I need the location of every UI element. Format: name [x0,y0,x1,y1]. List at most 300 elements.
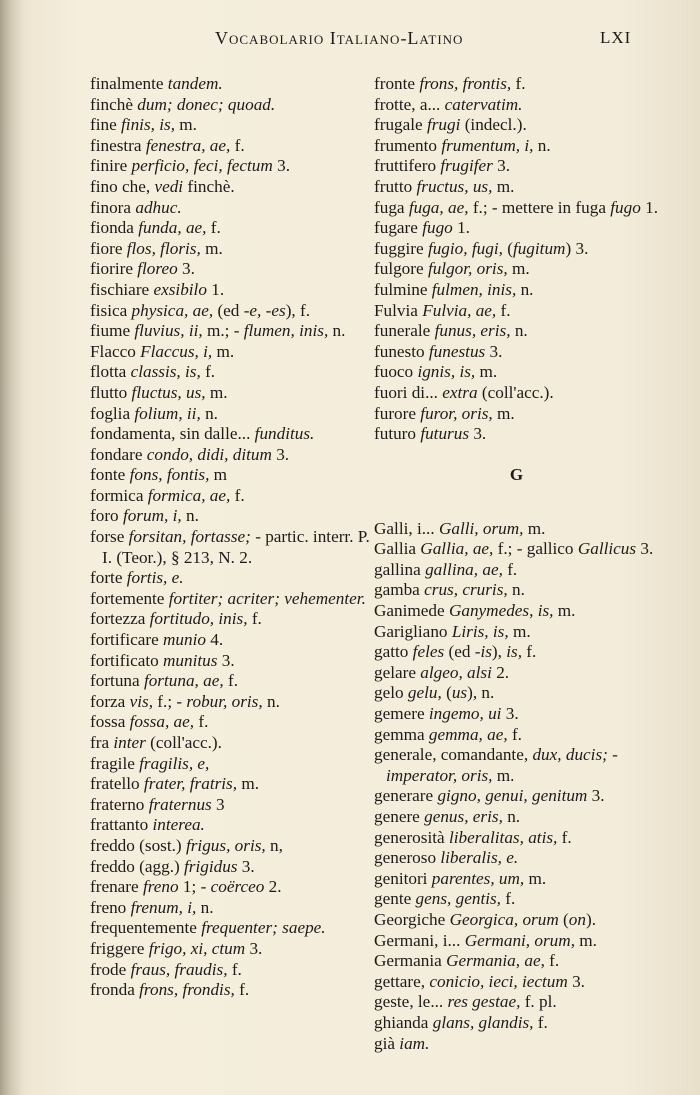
latin-term: interea. [152,815,205,835]
dictionary-entry [374,745,659,786]
dictionary-entry [90,836,374,857]
dictionary-entry [90,918,374,939]
dictionary-entry [374,177,659,198]
latin-term: fluctus, us, [131,382,206,402]
dictionary-entry [90,239,374,260]
entry-text: fondare [90,444,147,464]
latin-term: fuga, ae, [408,197,469,217]
dictionary-entry [90,857,374,878]
entry-text: f. [511,74,526,93]
dictionary-entry [374,828,659,849]
entry-text: f.; - mettere in fuga [468,197,611,217]
latin-term: fenestra, ae, [145,135,231,155]
latin-term: frumentum, i, [441,135,534,155]
dictionary-entry [90,815,374,836]
entry-text: gemere [374,704,429,724]
entry-text: fuoco [374,362,418,382]
entry-text: fossa [90,712,130,732]
latin-term: frons, frondis, [139,980,235,1000]
latin-term: on [568,909,586,929]
entry-text: (indecl.). [460,115,527,135]
entry-text: f. [522,642,537,662]
entry-text: 2. [491,662,510,682]
dictionary-entry [374,519,659,540]
entry-text: m. [492,765,515,785]
entry-text: f. [507,724,522,744]
latin-term: Flaccus, i, [140,341,213,361]
entry-text: 3. [587,786,605,806]
dictionary-entry [90,980,374,1001]
entry-text: n. [502,807,521,826]
entry-text: fulgore [374,259,428,279]
entry-text: 3. [217,650,235,670]
latin-term: finis, is, [121,115,175,135]
dictionary-entry [374,301,659,322]
dictionary-entry [374,972,659,993]
latin-term: forsitan, fortasse; [128,527,251,547]
dictionary-entry [90,754,374,775]
latin-term: classis, is, [130,362,201,382]
entry-text: fra [90,733,114,752]
latin-term: fugo [422,218,453,238]
dictionary-entry [374,95,659,116]
latin-term: robur, oris, [186,691,263,711]
dictionary-entry [374,642,659,663]
latin-term: Gallia, ae, [420,539,494,559]
entry-text: fortificare [90,630,163,650]
entry-text: forza [90,691,130,711]
entry-text: - partic. interr. P. I. (Teor.), § 213, N. 2. [102,527,370,567]
entry-text: genere [374,807,425,826]
latin-term: Gallicus [577,539,637,559]
entry-text: ), n. [467,683,495,703]
entry-text: f. [230,135,245,155]
book-spine-shadow [0,0,22,1095]
latin-term: fulmen, inis, [431,279,517,299]
entry-text: f. [206,218,221,238]
dictionary-entry [90,301,374,322]
entry-text: Gallia [374,539,421,559]
entry-text: gallina [374,559,426,579]
dictionary-entry [374,342,659,363]
latin-term: fortuna, ae, [143,671,224,691]
latin-term: Fulvia, ae, [422,300,497,320]
entry-text: ( [502,238,513,258]
entry-text: m. [523,518,546,538]
dictionary-entry [90,609,374,630]
entry-text: freno [90,897,131,917]
latin-term: vedi [154,176,184,196]
entry-text: fonte [90,465,130,485]
entry-text: frutto [374,176,417,196]
entry-text: m. [553,601,576,621]
latin-term: Galli, orum, [438,518,524,538]
entry-text: freddo (agg.) [90,856,185,876]
entry-text: gemma [374,724,429,744]
entry-text: m. [524,868,547,888]
dictionary-entry [374,560,659,581]
entry-text: fulmine [374,279,432,299]
latin-term: funda, ae, [138,218,207,238]
entry-text: finchè [90,94,138,114]
entry-text: m. [175,115,197,135]
entry-text: n. [510,321,528,341]
entry-text: 3. [271,444,290,464]
latin-term: condo, didi, ditum [146,444,272,464]
section-letter-heading: G [509,464,524,484]
latin-term: conicio, ieci, iectum [429,971,568,991]
right-column [374,74,659,1054]
entry-text: m [209,465,228,485]
latin-term: fraus, fraudis, [130,959,228,979]
dictionary-entry [374,115,659,136]
dictionary-entry [90,115,374,136]
entry-text: 3. [469,424,487,444]
entry-text: Flacco [90,341,141,361]
entry-text: f. [496,300,511,320]
latin-term: catervatim. [444,94,523,114]
latin-term: fructus, us, [416,176,493,196]
latin-term: tandem. [167,74,223,93]
entry-text: 3. [272,156,290,176]
entry-text: fraterno [90,794,149,814]
running-title: Vocabolario Italiano-Latino [215,28,464,48]
latin-term: frigidus [184,856,238,876]
latin-term: frons, frontis, [419,74,512,93]
latin-term: is, [506,642,522,662]
latin-term: dux, ducis; - imperator, oris, [386,745,618,785]
latin-term: munio [163,630,206,650]
dictionary-entry [374,404,659,425]
latin-term: gens, gentis, [415,889,501,909]
dictionary-entry [90,218,374,239]
entry-text: friggere [90,938,149,958]
latin-term: coërceo [210,877,265,897]
entry-text: già [374,1033,400,1053]
latin-term: res gestae, [447,992,521,1012]
latin-term: furor, oris, [420,403,493,423]
latin-term: munitus [163,650,218,670]
latin-term: fugio, fugi, [427,238,503,258]
dictionary-entry [374,889,659,910]
entry-text: gatto [374,642,413,662]
dictionary-entry [90,136,374,157]
entry-text: fuggire [374,238,428,258]
dictionary-entry [374,383,659,404]
entry-text: finchè. [183,176,235,196]
entry-text: generale, comandante, [374,745,533,765]
entry-text: flutto [90,382,132,402]
entry-text: gelo [374,683,408,703]
entry-text: fine [90,115,122,135]
entry-text: 3. [245,938,263,958]
entry-text: n, [265,835,283,855]
entry-text: 3 [211,794,225,814]
dictionary-entry [90,589,374,610]
latin-term: liberalis, e. [440,848,519,868]
entry-text: n. [200,403,218,423]
entry-text: f. [544,951,560,971]
dictionary-entry [90,568,374,589]
dictionary-entry [374,539,659,560]
entry-text: fortezza [90,609,150,629]
entry-text: 1. [640,197,659,217]
entry-text: fugare [374,218,423,238]
entry-text: 3. [237,856,255,876]
entry-text: m. [212,341,235,361]
dictionary-entry [90,898,374,919]
latin-term: frugi [426,115,461,135]
dictionary-entry [90,877,374,898]
dictionary-entry [90,960,374,981]
latin-term: gemma, ae, [428,724,508,744]
latin-term: freno [142,877,179,897]
entry-text: fiorire [90,259,138,279]
dictionary-entry [90,95,374,116]
dictionary-entry [90,198,374,219]
latin-term: iam. [399,1033,430,1053]
entry-text: fino che, [90,176,155,196]
dictionary-entry [90,527,374,568]
entry-text: Germani, i... [374,930,465,950]
dictionary-entry [90,156,374,177]
entry-text: frugale [374,115,427,135]
entry-text: 3. [501,704,519,724]
dictionary-entry [374,259,659,280]
latin-term: ingemo, ui [428,704,502,724]
dictionary-entry [374,992,659,1013]
entry-text: 3. [492,156,511,176]
entry-text: gamba [374,580,425,600]
entry-text: (ed [444,642,475,662]
dictionary-entry [90,795,374,816]
latin-term: fortis, e. [126,568,184,588]
entry-text: f.; - [153,691,187,711]
latin-term: fluvius, ii, [134,321,203,341]
dictionary-entry [374,1013,659,1034]
entry-text: n. [196,897,214,917]
right-column-entries-g [374,519,659,1054]
latin-term: -is [474,642,492,662]
dictionary-entry [374,663,659,684]
dictionary-entry [374,931,659,952]
latin-term: futurus [420,424,470,444]
latin-term: Ganymedes, is, [448,601,554,621]
entry-text: m. [507,259,530,279]
dictionary-entry [374,951,659,972]
entry-text: f. [223,671,238,691]
dictionary-entry [90,74,374,95]
entry-text: Garigliano [374,621,452,641]
entry-text: finora [90,197,136,217]
dictionary-entry [90,362,374,383]
latin-term: fragilis, e, [139,753,210,773]
entry-text: ). [585,909,596,929]
entry-text: flotta [90,362,131,382]
entry-text: generoso [374,848,441,868]
entry-text: n. [507,580,525,600]
entry-text: f. [533,1012,548,1032]
latin-term: -e, -es [243,300,286,320]
entry-text: (coll'acc.). [145,733,222,752]
latin-term: genus, eris, [424,807,503,826]
dictionary-entry [90,383,374,404]
entry-text: m. [508,621,531,641]
dictionary-entry [90,651,374,672]
dictionary-entry [374,280,659,301]
entry-text: (ed [213,300,244,320]
entry-text: m. [492,176,515,196]
latin-term: flumen, inis, [243,321,329,341]
entry-text: f. [234,980,250,1000]
latin-term: frugifer [440,156,493,176]
latin-term: floreo [137,259,178,279]
entry-text: fronda [90,980,140,1000]
entry-text: fisica [90,300,132,320]
latin-term: fugitum [512,238,566,258]
entry-text: f. [230,485,245,505]
dictionary-entry [374,362,659,383]
entry-text: 3. [177,259,195,279]
latin-term: inter [113,733,146,752]
entry-text: 4. [205,630,224,650]
entry-text: fratello [90,774,144,794]
entry-text: frenare [90,877,143,897]
latin-term: folium, ii, [134,403,201,423]
latin-term: frigus, oris, [185,835,266,855]
entry-text: gettare, [374,971,430,991]
latin-term: adhuc. [135,197,182,217]
entry-text: fuga [374,197,409,217]
latin-term: frater, fratris, [143,774,238,794]
entry-text: ) 3. [565,238,589,258]
dictionary-entry [90,177,374,198]
latin-term: gallina, ae, [425,559,503,579]
dictionary-entry [90,404,374,425]
latin-term: Germani, orum, [464,930,575,950]
dictionary-entry [90,733,374,754]
latin-term: gelu, [407,683,442,703]
latin-term: fugo [610,197,641,217]
latin-term: flos, floris, [126,238,201,258]
dictionary-entry [374,136,659,157]
latin-term: fraternus [148,794,212,814]
entry-text: geste, le... [374,992,448,1012]
entry-text: ( [558,909,569,929]
latin-term: ignis, is, [417,362,476,382]
latin-term: forum, i, [122,506,182,526]
entry-text: m. [575,930,597,950]
entry-text: n. [262,691,280,711]
entry-text: m. [237,774,260,794]
entry-text: fondamenta, sin dalle... [90,424,255,444]
latin-term: Liris, is, [451,621,509,641]
entry-text: fiore [90,238,127,258]
entry-text: f. [200,362,216,382]
dictionary-entry [374,601,659,622]
entry-text: m.; - [202,321,244,341]
entry-text: furore [374,403,421,423]
entry-text: m. [205,382,228,402]
entry-text: fortemente [90,588,169,608]
entry-text: generare [374,786,438,806]
dictionary-entry [90,321,374,342]
latin-term: crus, cruris, [424,580,508,600]
entry-text: f. [247,609,262,629]
entry-text: finalmente [90,74,168,93]
entry-text: ), [491,642,507,662]
entry-text: formica [90,485,148,505]
dictionary-entry [90,486,374,507]
entry-text: ), f. [285,300,311,320]
entry-text: n. [533,135,551,155]
entry-text: f. [227,959,242,979]
dictionary-entry [90,630,374,651]
entry-text: fischiare [90,279,154,299]
dictionary-entry [90,280,374,301]
entry-text: funerale [374,321,435,341]
entry-text: futuro [374,424,421,444]
dictionary-entry [374,683,659,704]
dictionary-entry [374,218,659,239]
entry-text: finire [90,156,132,176]
latin-term: feles [412,642,445,662]
entry-text: freddo (sost.) [90,835,186,855]
entry-text: 3. [485,341,503,361]
entry-text: m. [475,362,498,382]
entry-text: fiume [90,321,135,341]
entry-text: fortificato [90,650,164,670]
latin-term: frenum, i, [130,897,197,917]
latin-term: algeo, alsi [420,662,492,682]
entry-text: 3. [636,539,654,559]
entry-text: funesto [374,341,429,361]
latin-term: physica, ae, [131,300,214,320]
entry-text: f. [557,827,572,847]
latin-term: vis, [129,691,153,711]
entry-text: (coll'acc.). [477,382,554,402]
latin-term: formica, ae, [147,485,231,505]
dictionary-entry [374,156,659,177]
dictionary-entry [374,321,659,342]
dictionary-entry [374,580,659,601]
entry-text: 2. [264,877,282,897]
latin-term: funestus [428,341,486,361]
entry-text: fuori di... [374,382,443,402]
latin-term: fortitudo, inis, [149,609,248,629]
dictionary-entry [90,342,374,363]
dictionary-entry [90,671,374,692]
latin-term: Georgica, orum [449,909,559,929]
entry-text: finestra [90,135,146,155]
latin-term: extra [442,382,478,402]
page-number: LXI [600,28,632,47]
dictionary-entry [374,848,659,869]
entry-text: n. [328,321,346,341]
dictionary-entry [374,786,659,807]
dictionary-entry [374,807,659,828]
entry-text: frumento [374,135,442,155]
entry-text: forse [90,527,129,547]
entry-text: ghianda [374,1012,433,1032]
latin-term: perficio, feci, fectum [131,156,273,176]
latin-term: gigno, genui, genitum [437,786,588,806]
latin-term: funus, eris, [434,321,511,341]
latin-term: parentes, um, [431,868,525,888]
entry-text: fortuna [90,671,144,691]
dictionary-entry [374,1034,659,1055]
dictionary-entry [90,692,374,713]
